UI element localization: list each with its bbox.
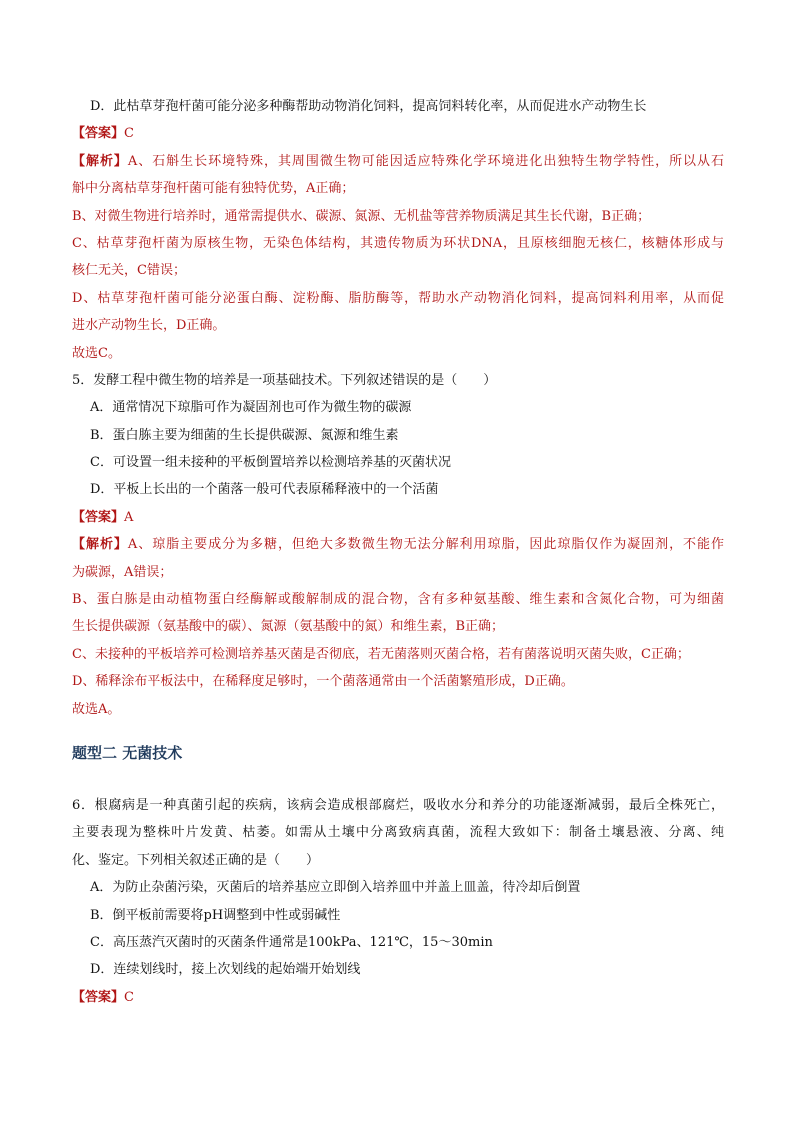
analysis-tag: 【解析】 xyxy=(72,537,128,553)
q5-analysis-line: 生长提供碳源（氨基酸中的碳）、氮源（氨基酸中的氮）和维生素，B正确； xyxy=(72,619,505,635)
q5-answer xyxy=(72,504,724,531)
analysis-text: A、石斛生长环境特殊，其周围微生物可能因适应特殊化学环境进化出独特生物学特性，所以从石 xyxy=(127,153,724,169)
q4-analysis-line: 核仁无关，C错误； xyxy=(72,263,186,279)
q6-stem-line: 化、鉴定。下列相关叙述正确的是（ ） xyxy=(72,852,320,868)
answer-tag: 【答案】 xyxy=(72,509,125,525)
q5-option-a: A．通常情况下琼脂可作为凝固剂也可作为微生物的碳源 xyxy=(90,400,412,416)
q6-stem-line: 主要表现为整株叶片发黄、枯萎。如需从土壤中分离致病真菌，流程大致如下：制备土壤悬液、分离、纯 xyxy=(72,825,724,841)
answer-tag: 【答案】 xyxy=(72,989,125,1005)
analysis-text: A、琼脂主要成分为多糖，但绝大多数微生物无法分解利用琼脂，因此琼脂仅作为凝固剂，不能作 xyxy=(127,537,724,553)
answer-value: A xyxy=(124,509,134,525)
q5-analysis-line: D、稀释涂布平板法中，在稀释度足够时，一个菌落通常由一个活菌繁殖形成，D正确。 xyxy=(72,674,574,690)
q6-option-c: C．高压蒸汽灭菌时的灭菌条件通常是100kPa、121℃，15～30min xyxy=(90,934,493,950)
q4-answer xyxy=(72,120,724,147)
q4-conclusion: 故选C。 xyxy=(72,345,121,361)
q6-option-a: A．为防止杂菌污染，灭菌后的培养基应立即倒入培养皿中并盖上皿盖，待冷却后倒置 xyxy=(90,880,581,896)
q5-stem: 5．发酵工程中微生物的培养是一项基础技术。下列叙述错误的是（ ） xyxy=(72,372,497,388)
analysis-tag: 【解析】 xyxy=(72,153,128,169)
q6-option-b: B．倒平板前需要将pH调整到中性或弱碱性 xyxy=(90,907,341,923)
q6-option-d: D．连续划线时，接上次划线的起始端开始划线 xyxy=(90,962,361,978)
answer-value: C xyxy=(124,126,134,142)
q5-conclusion: 故选A。 xyxy=(72,701,121,717)
q5-analysis-line xyxy=(72,531,724,558)
answer-tag: 【答案】 xyxy=(72,126,125,142)
section-title: 题型二 无菌技术 xyxy=(72,743,183,762)
answer-value: C xyxy=(124,989,134,1005)
q5-analysis-line: 为碳源，A错误； xyxy=(72,564,173,580)
q4-analysis-line: 斛中分离枯草芽孢杆菌可能有独特优势，A正确； xyxy=(72,181,355,197)
q4-option-d: D．此枯草芽孢杆菌可能分泌多种酶帮助动物消化饲料，提高饲料转化率，从而促进水产动物生长 xyxy=(90,99,647,114)
q4-analysis-line: 进水产动物生长，D正确。 xyxy=(72,318,226,334)
q5-analysis-line: B、蛋白胨是由动植物蛋白经酶解或酸解制成的混合物，含有多种氨基酸、维生素和含氮化合物，可为细菌 xyxy=(72,592,724,608)
q5-option-d: D．平板上长出的一个菌落一般可代表原稀释液中的一个活菌 xyxy=(90,482,439,498)
q4-analysis-line xyxy=(72,148,724,175)
q4-analysis-line: B、对微生物进行培养时，通常需提供水、碳源、氮源、无机盐等营养物质满足其生长代谢，B正确； xyxy=(72,208,651,224)
document-page xyxy=(72,93,724,1011)
q5-option-b: B．蛋白胨主要为细菌的生长提供碳源、氮源和维生素 xyxy=(90,427,399,443)
q5-option-c: C．可设置一组未接种的平板倒置培养以检测培养基的灭菌状况 xyxy=(90,455,451,471)
q5-analysis-line: C、未接种的平板培养可检测培养基灭菌是否彻底，若无菌落则灭菌合格，若有菌落说明灭菌失败，C正确； xyxy=(72,646,690,662)
q4-analysis-line: C、枯草芽孢杆菌为原核生物，无染色体结构，其遗传物质为环状DNA，且原核细胞无核仁，核糖体形成与 xyxy=(72,235,724,251)
q6-stem-line: 6．根腐病是一种真菌引起的疾病，该病会造成根部腐烂，吸收水分和养分的功能逐渐减弱，最后全株死亡， xyxy=(72,797,724,813)
q6-answer xyxy=(72,984,724,1011)
q4-analysis-line: D、枯草芽孢杆菌可能分泌蛋白酶、淀粉酶、脂肪酶等，帮助水产动物消化饲料，提高饲料利用率，从而促 xyxy=(72,290,724,306)
